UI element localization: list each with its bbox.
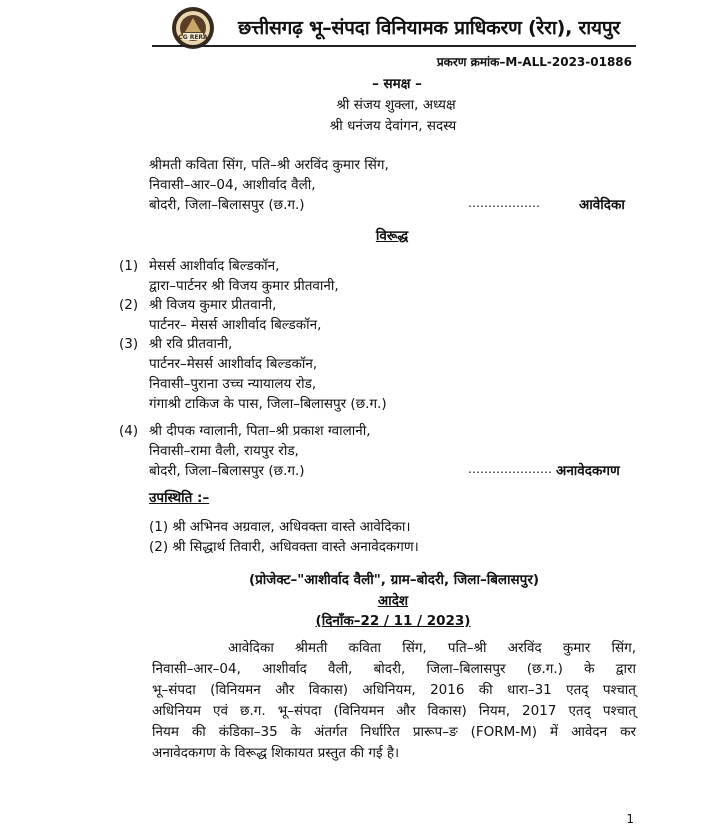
respondent-line: पार्टनर– मेसर्स आशीर्वाद बिल्डकॉन,	[149, 317, 322, 333]
order-heading: आदेश	[377, 593, 409, 609]
project-line: (प्रोजेक्ट–"आशीर्वाद वैली", ग्राम–बोदरी, जिला–बिलासपुर)	[248, 572, 540, 588]
respondent-line: निवासी–रामा वैली, रायपुर रोड,	[149, 443, 299, 459]
applicant-role: आवेदिका	[579, 197, 625, 213]
respondent-dots: …………………	[468, 462, 552, 476]
applicant-line: बोदरी, जिला–बिलासपुर (छ.ग.)	[149, 197, 305, 213]
applicant-line: निवासी–आर–04, आशीर्वाद वैली,	[149, 177, 316, 193]
respondent-line: श्री दीपक ग्वालानी, पिता–श्री प्रकाश ग्वालानी,	[149, 423, 371, 439]
presence-item: (1) श्री अभिनव अग्रवाल, अधिवक्ता वास्ते आवेदिका।	[149, 519, 411, 535]
respondent-line: पार्टनर–मेसर्स आशीर्वाद बिल्डकॉन,	[149, 356, 318, 372]
order-paragraph	[152, 638, 636, 764]
paragraph-line: आवेदिका श्रीमती कविता सिंग, पति–श्री अरविंद कुमार सिंग,	[228, 640, 636, 656]
paragraph-line: निवासी–आर–04, आशीर्वाद वैली, बोदरी, जिला–बिलासपुर (छ.ग.) के द्वारा	[152, 661, 636, 677]
header-rule	[152, 45, 636, 47]
respondent-line: बोदरी, जिला–बिलासपुर (छ.ग.)	[149, 463, 305, 479]
paragraph-line: अनावेदकगण के विरूद्ध शिकायत प्रस्तुत की गई है।	[152, 745, 400, 761]
respondent-number: (3)	[119, 336, 139, 352]
svg-text:CG RERA: CG RERA	[178, 34, 208, 41]
paragraph-line: अधिनियम एवं छ.ग. भू–संपदा (विनियमन और विकास) नियम, 2017 एतद् पश्चात्	[152, 703, 636, 719]
respondent-line: निवासी–पुराना उच्च न्यायालय रोड,	[149, 376, 317, 392]
respondent-number: (2)	[119, 297, 139, 313]
coram-heading: – समक्ष –	[372, 76, 422, 92]
coram-member: श्री धनंजय देवांगन, सदस्य	[329, 118, 457, 134]
respondent-line: मेसर्स आशीर्वाद बिल्डकॉन,	[149, 258, 280, 274]
presence-item: (2) श्री सिद्धार्थ तिवारी, अधिवक्ता वास्ते अनावेदकगण।	[149, 539, 419, 555]
respondent-number: (4)	[119, 423, 139, 439]
coram-member: श्री संजय शुक्ला, अध्यक्ष	[336, 97, 456, 113]
applicant-dots: ………………	[468, 196, 540, 210]
case-number: प्रकरण क्रमांक–M-ALL-2023-01886	[436, 55, 632, 69]
respondent-role: अनावेदकगण	[556, 463, 620, 479]
respondent-line: श्री रवि प्रीतवानी,	[149, 336, 233, 352]
presence-heading: उपस्थिति :–	[149, 490, 210, 506]
respondent-line: गंगाश्री टाकिज के पास, जिला–बिलासपुर (छ.ग.)	[149, 396, 387, 412]
applicant-line: श्रीमती कविता सिंग, पति–श्री अरविंद कुमार सिंग,	[149, 157, 389, 173]
versus-heading: विरूद्ध	[375, 228, 409, 244]
rera-logo	[171, 6, 215, 50]
respondent-line: श्री विजय कुमार प्रीतवानी,	[149, 297, 277, 313]
respondent-number: (1)	[119, 258, 139, 274]
paragraph-line: नियम की कंडिका–35 के अंतर्गत निर्धारित प्रारूप–ङ (FORM-M) में आवेदन कर	[152, 724, 636, 740]
respondent-line: द्वारा–पार्टनर श्री विजय कुमार प्रीतवानी,	[149, 278, 339, 294]
authority-title: छत्तीसगढ़ भू–संपदा विनियामक प्राधिकरण (रेरा), रायपुर	[238, 17, 620, 39]
page-number: 1	[626, 812, 634, 826]
paragraph-line: भू–संपदा (विनियमन और विकास) अधिनियम, 2016 की धारा–31 एतद् पश्चात्	[152, 682, 636, 698]
order-date: (दिनाँक–22 / 11 / 2023)	[315, 613, 471, 629]
